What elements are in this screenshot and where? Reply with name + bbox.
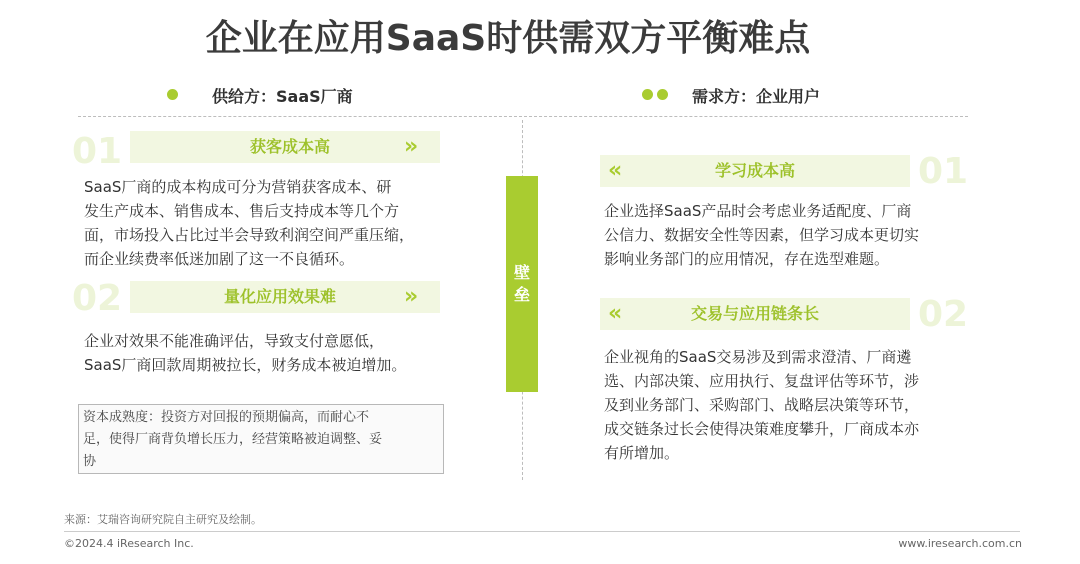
text-line: 成交链条过长会使得决策难度攀升，厂商成本亦 (604, 420, 920, 438)
text-line: 企业对效果不能准确评估，导致支付意愿低， (84, 332, 385, 350)
demander-label: 需求方：企业用户 (692, 87, 821, 106)
note-line: 足，使得厂商背负增长压力，经营策略被迫调整、妥 (83, 432, 383, 447)
chevron-left-icon: « (608, 301, 617, 326)
right-item-1-number: 01 (918, 151, 969, 192)
note-line: 协 (83, 454, 97, 469)
right-item-1-title: 学习成本高 (714, 161, 795, 180)
text-line: 选、内部决策、应用执行、复盘评估等环节，涉 (604, 372, 920, 390)
header-divider (78, 116, 968, 117)
barrier-char: 垒 (513, 285, 530, 304)
barrier-label (506, 262, 538, 306)
source-note: 来源：艾瑞咨询研究院自主研究及绘制。 (64, 513, 262, 526)
text-line: 企业选择SaaS产品时会考虑业务适配度、厂商 (604, 202, 912, 220)
left-item-1-text (84, 175, 454, 271)
note-line: 资本成熟度：投资方对回报的预期偏高，而耐心不 (83, 410, 370, 425)
left-item-1-number: 01 (72, 131, 123, 172)
capital-maturity-note (78, 404, 444, 474)
text-line: 公信力、数据安全性等因素，但学习成本更切实 (604, 226, 920, 244)
right-item-1-text (604, 199, 974, 271)
text-line: 及到业务部门、采购部门、战略层决策等环节， (604, 396, 920, 414)
page-title: 企业在应用SaaS时供需双方平衡难点 (205, 18, 811, 59)
chevron-right-icon: » (404, 284, 413, 309)
text-line: 发生产成本、销售成本、售后支持成本等几个方 (84, 202, 400, 220)
copyright: ©2024.4 iResearch Inc. (64, 537, 194, 550)
right-item-2-title: 交易与应用链条长 (690, 304, 819, 323)
left-item-2-title: 量化应用效果难 (223, 287, 336, 306)
left-item-1-title: 获客成本高 (249, 137, 330, 156)
text-line: SaaS厂商的成本构成可分为营销获客成本、研 (84, 178, 392, 196)
text-line: SaaS厂商回款周期被拉长，财务成本被迫增加。 (84, 356, 407, 374)
text-line: 面，市场投入占比过半会导致利润空间严重压缩， (84, 226, 415, 244)
demander-dot-icon (642, 89, 653, 100)
supplier-dot-icon (167, 89, 178, 100)
left-item-2-number: 02 (72, 278, 123, 319)
demander-dot-icon-2 (657, 89, 668, 100)
barrier-char: 壁 (513, 263, 530, 282)
right-item-2-number: 02 (918, 294, 969, 335)
left-item-2-text (84, 329, 464, 377)
text-line: 有所增加。 (604, 444, 680, 462)
text-line: 影响业务部门的应用情况，存在选型难题。 (604, 250, 890, 268)
right-item-2-text (604, 345, 974, 465)
text-line: 而企业续费率低迷加剧了这一不良循环。 (84, 250, 355, 268)
supplier-label: 供给方：SaaS厂商 (212, 87, 353, 106)
chevron-right-icon: » (404, 134, 413, 159)
website-link[interactable]: www.iresearch.com.cn (898, 537, 1022, 550)
chevron-left-icon: « (608, 158, 617, 183)
footer-divider (64, 531, 1020, 532)
text-line: 企业视角的SaaS交易涉及到需求澄清、厂商遴 (604, 348, 912, 366)
